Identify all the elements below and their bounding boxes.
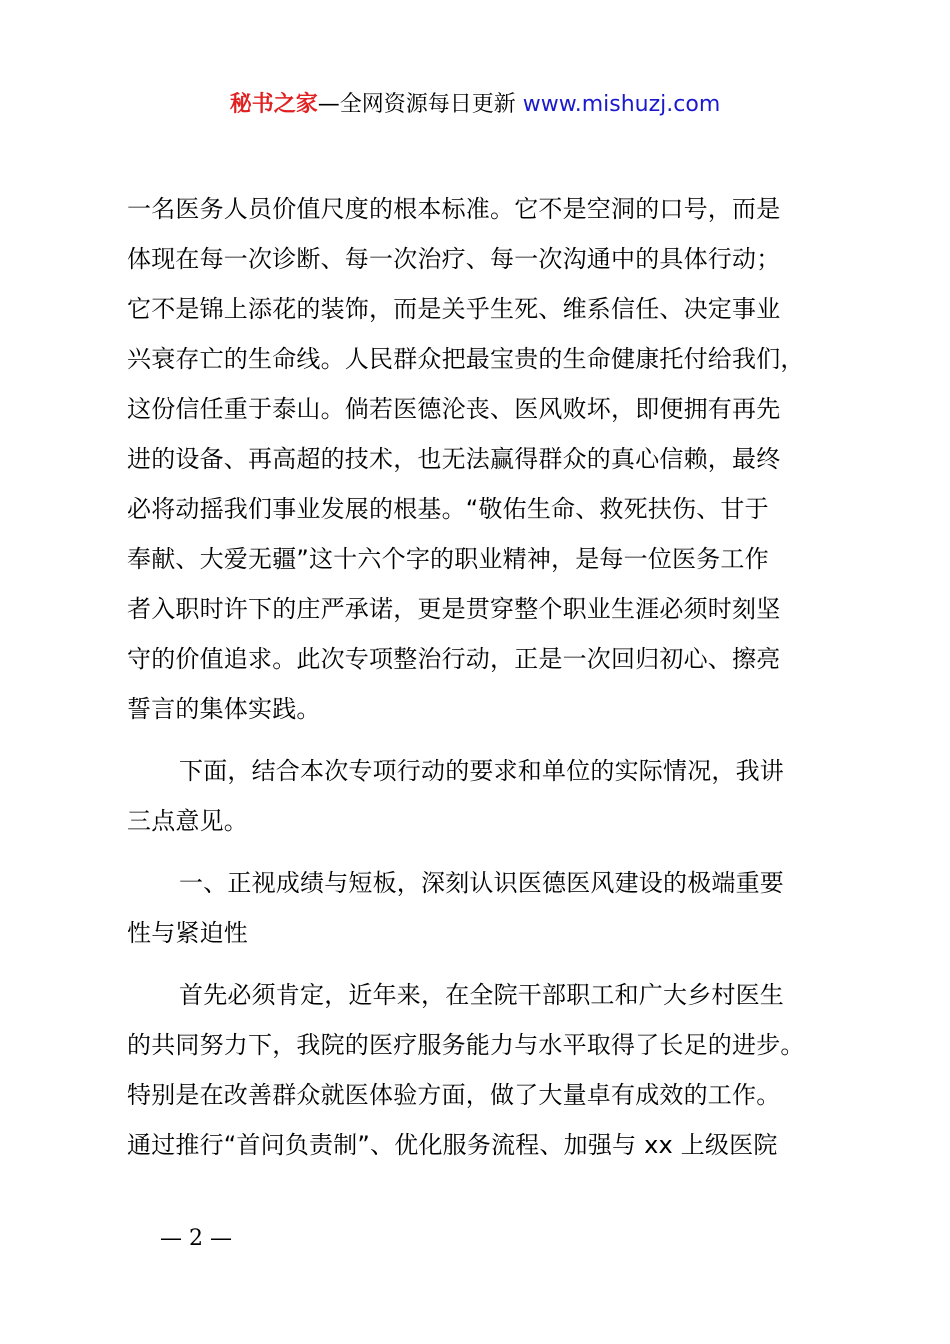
watermark-header: [0, 88, 950, 122]
brand-name: 秘书之家: [229, 92, 318, 117]
text-line: 三点意见。: [127, 807, 248, 835]
text-line: 兴衰存亡的生命线。人民群众把最宝贵的生命健康托付给我们，: [127, 345, 805, 373]
paragraph-achievements: [127, 970, 833, 1170]
section-heading-one: [127, 858, 833, 958]
site-url-link[interactable]: www.mishuzj.com: [522, 92, 721, 117]
text-line: 奉献、大爱无疆”这十六个字的职业精神，是每一位医务工作: [127, 545, 769, 573]
paragraph-opinions: [127, 746, 833, 846]
text-line: 一名医务人员价值尺度的根本标准。它不是空洞的口号，而是: [127, 195, 781, 223]
text-line: 守的价值追求。此次专项整治行动，正是一次回归初心、擦亮: [127, 645, 781, 673]
text-line: 誓言的集体实践。: [127, 695, 321, 723]
paragraph-intro: [127, 184, 833, 734]
text-line: 首先必须肯定，近年来，在全院干部职工和广大乡村医生: [179, 981, 784, 1009]
paragraph-gap: [127, 958, 833, 970]
text-line: 下面，结合本次专项行动的要求和单位的实际情况，我讲: [179, 757, 784, 785]
text-line: 这份信任重于泰山。倘若医德沦丧、医风败坏，即便拥有再先: [127, 395, 781, 423]
heading-line: 一、正视成绩与短板，深刻认识医德医风建设的极端重要: [179, 869, 784, 897]
text-line: 进的设备、再高超的技术，也无法赢得群众的真心信赖，最终: [127, 445, 781, 473]
text-line: 必将动摇我们事业发展的根基。“敬佑生命、救死扶伤、甘于: [127, 495, 769, 523]
text-line: 者入职时许下的庄严承诺，更是贯穿整个职业生涯必须时刻坚: [127, 595, 781, 623]
text-line: 它不是锦上添花的装饰，而是关乎生死、维系信任、决定事业: [127, 295, 781, 323]
header-tagline: —全网资源每日更新: [317, 92, 516, 117]
text-line: 特别是在改善群众就医体验方面，做了大量卓有成效的工作。: [127, 1081, 781, 1109]
page-number: — 2 —: [160, 1226, 232, 1251]
heading-line: 性与紧迫性: [127, 919, 248, 947]
text-line: 的共同努力下，我院的医疗服务能力与水平取得了长足的进步。: [127, 1031, 805, 1059]
text-line: 体现在每一次诊断、每一次治疗、每一次沟通中的具体行动；: [127, 245, 781, 273]
text-line: 通过推行“首问负责制”、优化服务流程、加强与 xx 上级医院: [127, 1131, 778, 1159]
paragraph-gap: [127, 734, 833, 746]
paragraph-gap: [127, 846, 833, 858]
document-body: [127, 184, 833, 1170]
